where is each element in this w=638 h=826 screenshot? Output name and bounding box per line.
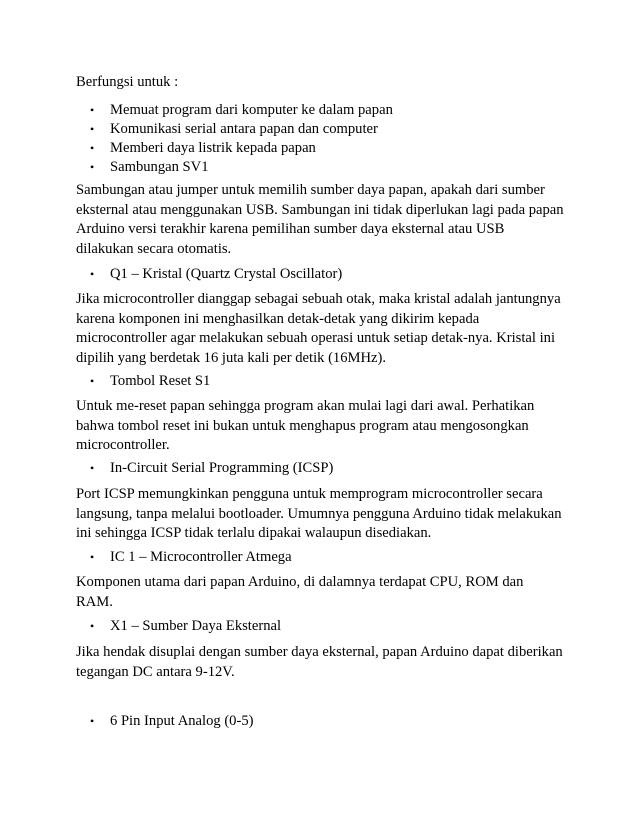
paragraph-q1: Jika microcontroller dianggap sebagai sebuah otak, maka kristal adalah jantungnya karena komponen ini menghasilkan detak-detak yang dikirim kepada microcontroller agar melakukan sebuah operasi untuk setiap detak-nya. Kristal ini dipilih yang berdetak 16 juta kali per detik (16MHz). [76,291,561,366]
list-item: • Q1 – Kristal (Quartz Crystal Oscillator) [90,266,343,282]
bullet-icon: • [90,374,95,388]
list-item: • Memberi daya listrik kepada papan [90,140,316,156]
paragraph-sv1: Sambungan atau jumper untuk memilih sumber daya papan, apakah dari sumber eksternal atau menggunakan USB. Sambungan ini tidak diperlukan lagi pada papan Arduino versi terakhir karena pemilihan sumber daya eksternal atau USB dilakukan secara otomatis. [76,182,564,257]
bullet-icon: • [90,461,95,475]
list-item: • IC 1 – Microcontroller Atmega [90,549,292,565]
paragraph-icsp: Port ICSP memungkinkan pengguna untuk memprogram microcontroller secara langsung, tanpa melalui bootloader. Umumnya pengguna Arduino tidak melakukan ini sehingga ICSP tidak terlalu dipakai walaupun disediakan. [76,486,562,541]
paragraph-ic1: Komponen utama dari papan Arduino, di dalamnya terdapat CPU, ROM dan RAM. [76,574,524,610]
bullet-icon: • [90,122,95,136]
list-item: • X1 – Sumber Daya Eksternal [90,618,282,634]
bullet-icon: • [90,619,95,633]
paragraph-reset: Untuk me-reset papan sehingga program akan mulai lagi dari awal. Perhatikan bahwa tombol reset ini bukan untuk menghapus program atau mengosongkan microcontroller. [76,398,535,453]
list-item: • Sambungan SV1 [90,159,209,175]
bullet-icon: • [90,103,95,117]
intro-text: Berfungsi untuk : [76,74,179,90]
list-item: • 6 Pin Input Analog (0-5) [90,713,254,729]
list-item: • Komunikasi serial antara papan dan computer [90,121,378,137]
list-item: • In-Circuit Serial Programming (ICSP) [90,460,334,476]
bullet-icon: • [90,267,95,281]
bullet-icon: • [90,714,95,728]
list-item: • Memuat program dari komputer ke dalam papan [90,102,393,118]
bullet-icon: • [90,141,95,155]
bullet-icon: • [90,160,95,174]
paragraph-x1: Jika hendak disuplai dengan sumber daya eksternal, papan Arduino dapat diberikan tegangan DC antara 9-12V. [76,644,563,680]
bullet-icon: • [90,550,95,564]
list-item: • Tombol Reset S1 [90,373,211,389]
